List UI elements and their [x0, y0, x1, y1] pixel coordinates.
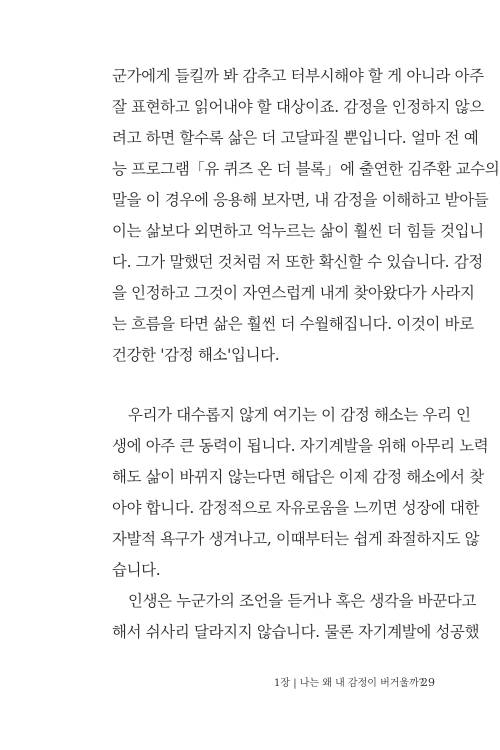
- text-line: 자발적 욕구가 생겨나고, 이때부터는 쉽게 좌절하지도 않: [112, 530, 480, 548]
- text-line: 해서 쉬사리 달라지지 않습니다. 물론 자기계발에 성공했: [112, 623, 480, 641]
- text-line: 능 프로그램「유 퀴즈 온 더 블록」에 출연한 김주환 교수의: [112, 160, 500, 178]
- text-line: 을 인정하고 그것이 자연스럽게 내게 찾아왔다가 사라지: [112, 284, 475, 302]
- text-line: 생에 아주 큰 동력이 됩니다. 자기계발을 위해 아무리 노력: [112, 437, 489, 455]
- page-number: 29: [421, 676, 435, 689]
- text-line: 말을 이 경우에 응용해 보자면, 내 감정을 이해하고 받아들: [112, 191, 489, 209]
- text-line: 우리가 대수롭지 않게 여기는 이 감정 해소는 우리 인: [128, 406, 471, 424]
- running-head: 1장 | 나는 왜 내 감정이 버거울까?: [274, 678, 425, 689]
- text-line: 습니다.: [112, 561, 161, 579]
- text-line: 이는 삶보다 외면하고 억누르는 삶이 훨씬 더 힘들 것입니: [112, 222, 484, 240]
- text-line: 는 흐름을 타면 삶은 훨씬 더 수월해집니다. 이것이 바로: [112, 315, 474, 333]
- text-line: 해도 삶이 바뀌지 않는다면 해답은 이제 감정 해소에서 찾: [112, 468, 484, 486]
- text-line: 려고 하면 할수록 삶은 더 고달파질 뿐입니다. 얼마 전 예: [112, 129, 479, 147]
- text-line: 인생은 누군가의 조언을 듣거나 혹은 생각을 바꾼다고: [128, 592, 477, 610]
- text-line: 군가에게 들킬까 봐 감추고 터부시해야 할 게 아니라 아주: [112, 67, 484, 85]
- text-line: 아야 합니다. 감정적으로 자유로움을 느끼면 성장에 대한: [112, 499, 480, 517]
- text-line: 다. 그가 말했던 것처럼 저 또한 확신할 수 있습니다. 감정: [112, 253, 483, 271]
- text-line: 잘 표현하고 읽어내야 할 대상이죠. 감정을 인정하지 않으: [112, 98, 484, 116]
- text-line: 건강한 '감정 해소'입니다.: [112, 346, 280, 364]
